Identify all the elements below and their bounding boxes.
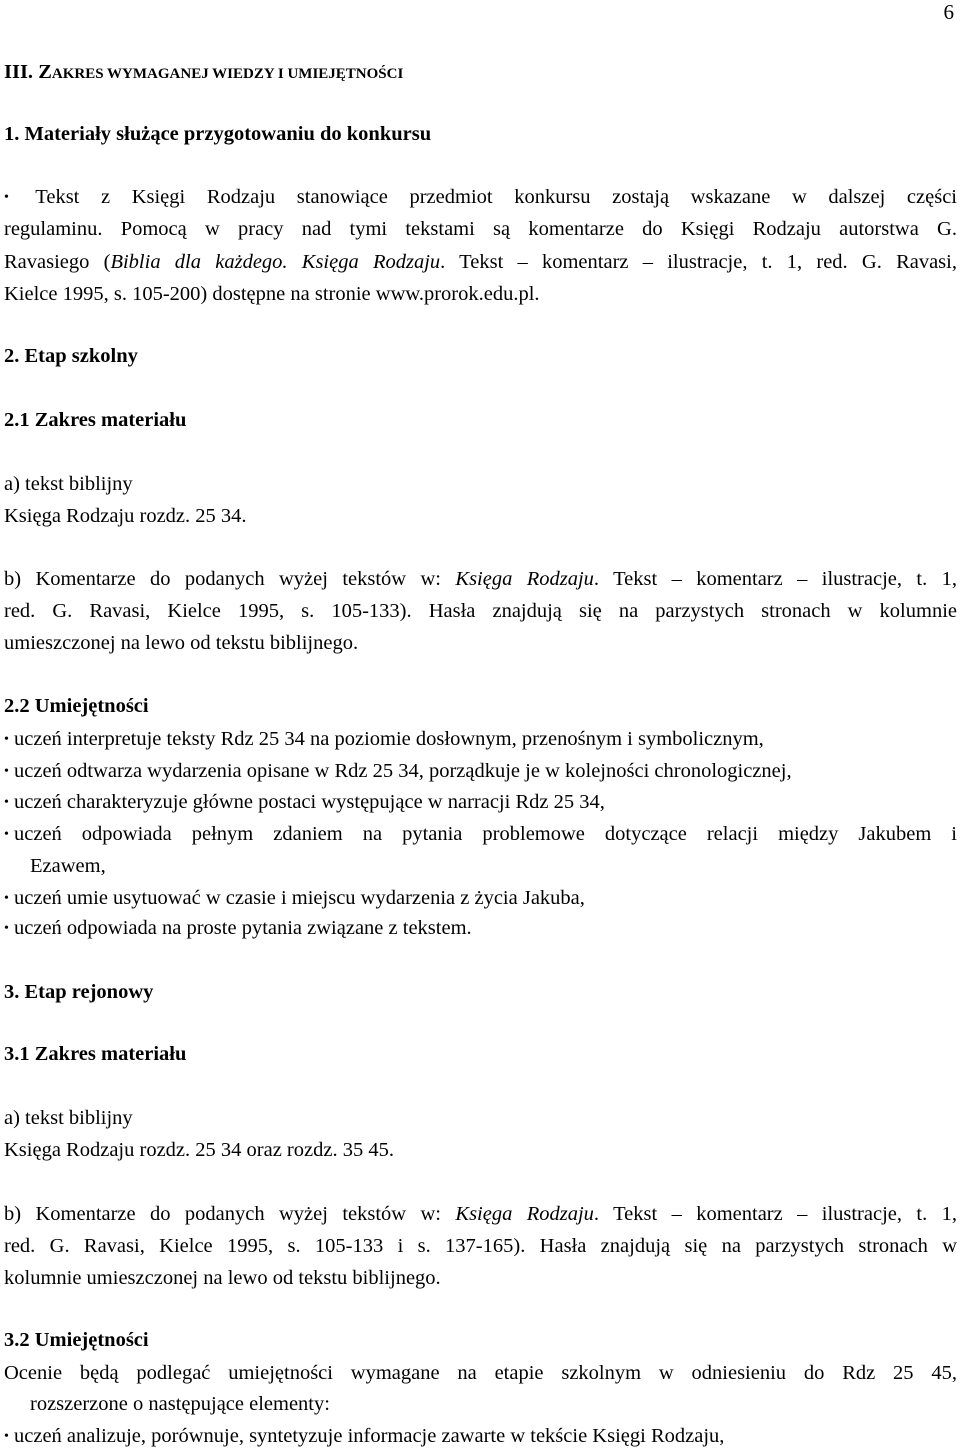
s2-skill-2: • uczeń odtwarza wydarzenia opisane w Rdz 25 34, porządkuje je w kolejności chronologicznej,: [4, 760, 792, 782]
s3-intro-1: Ocenie będą podlegać umiejętności wymagane na etapie szkolnym w odniesieniu do Rdz 25 45,: [4, 1362, 957, 1384]
s1-heading: 1. Materiały służące przygotowaniu do konkursu: [4, 123, 432, 145]
s2-sub2-heading: 2.2 Umiejętności: [4, 695, 149, 717]
section-heading: [4, 60, 403, 86]
s2-b-line-1: b) Komentarze do podanych wyżej tekstów w: Księga Rodzaju. Tekst – komentarz – ilustracje, t. 1,: [4, 568, 957, 590]
s2-skill-1: • uczeń interpretuje teksty Rdz 25 34 na poziomie dosłownym, przenośnym i symbolicznym,: [4, 728, 764, 750]
bullet-icon: •: [4, 1429, 9, 1444]
section-heading-rest: AKRES WYMAGANEJ WIEDZY I UMIEJĘTNOŚCI: [51, 66, 404, 82]
s3-sub2-heading: 3.2 Umiejętności: [4, 1329, 149, 1351]
page-number: 6: [943, 0, 954, 24]
s1-line-1: • Tekst z Księgi Rodzaju stanowiące przedmiot konkursu zostają wskazane w dalszej części: [4, 186, 957, 208]
s2-heading: 2. Etap szkolny: [4, 345, 138, 367]
s3-sub1-heading: 3.1 Zakres materiału: [4, 1043, 187, 1065]
s2-skill-4: • uczeń odpowiada pełnym zdaniem na pytania problemowe dotyczące relacji między Jakubem i: [4, 823, 957, 845]
s1-line-3: Ravasiego (Biblia dla każdego. Księga Rodzaju. Tekst – komentarz – ilustracje, t. 1, red. G. Ravasi,: [4, 251, 957, 273]
section-heading-initial: Z: [38, 61, 52, 83]
s2-skill-4-cont: Ezawem,: [30, 855, 106, 877]
bullet-icon: •: [4, 827, 9, 842]
bullet-icon: •: [4, 795, 9, 810]
s3-a-text: Księga Rodzaju rozdz. 25 34 oraz rozdz. 35 45.: [4, 1139, 394, 1161]
s3-b-line-1: b) Komentarze do podanych wyżej tekstów w: Księga Rodzaju. Tekst – komentarz – ilustracje, t. 1,: [4, 1203, 957, 1225]
s2-b-line-3: umieszczonej na lewo od tekstu biblijnego.: [4, 632, 359, 654]
bullet-icon: •: [4, 190, 9, 205]
s2-a-label: a) tekst biblijny: [4, 473, 133, 495]
bullet-icon: •: [4, 764, 9, 779]
s2-skill-3: • uczeń charakteryzuje główne postaci występujące w narracji Rdz 25 34,: [4, 791, 605, 813]
s2-skill-5: • uczeń umie usytuować w czasie i miejscu wydarzenia z życia Jakuba,: [4, 887, 585, 909]
s3-intro-2: rozszerzone o następujące elementy:: [30, 1393, 330, 1415]
s2-a-text: Księga Rodzaju rozdz. 25 34.: [4, 505, 247, 527]
s2-b-line-2: red. G. Ravasi, Kielce 1995, s. 105-133). Hasła znajdują się na parzystych stronach w kolumnie: [4, 600, 957, 622]
bullet-icon: •: [4, 921, 9, 936]
s3-b-line-3: kolumnie umieszczonej na lewo od tekstu biblijnego.: [4, 1267, 441, 1289]
s2-sub1-heading: 2.1 Zakres materiału: [4, 409, 187, 431]
section-heading-numeral: III.: [4, 61, 39, 83]
s2-skill-6: • uczeń odpowiada na proste pytania związane z tekstem.: [4, 917, 472, 939]
s3-skill-1: • uczeń analizuje, porównuje, syntetyzuje informacje zawarte w tekście Księgi Rodzaju,: [4, 1425, 725, 1447]
s3-a-label: a) tekst biblijny: [4, 1107, 133, 1129]
s3-b-line-2: red. G. Ravasi, Kielce 1995, s. 105-133 i s. 137-165). Hasła znajdują się na parzystych stronach w: [4, 1235, 957, 1257]
s1-line-2: regulaminu. Pomocą w pracy nad tymi tekstami są komentarze do Księgi Rodzaju autorstwa G.: [4, 218, 957, 240]
s3-heading: 3. Etap rejonowy: [4, 981, 154, 1003]
bullet-icon: •: [4, 891, 9, 906]
bullet-icon: •: [4, 732, 9, 747]
s1-line-4: Kielce 1995, s. 105-200) dostępne na stronie www.prorok.edu.pl.: [4, 283, 540, 305]
